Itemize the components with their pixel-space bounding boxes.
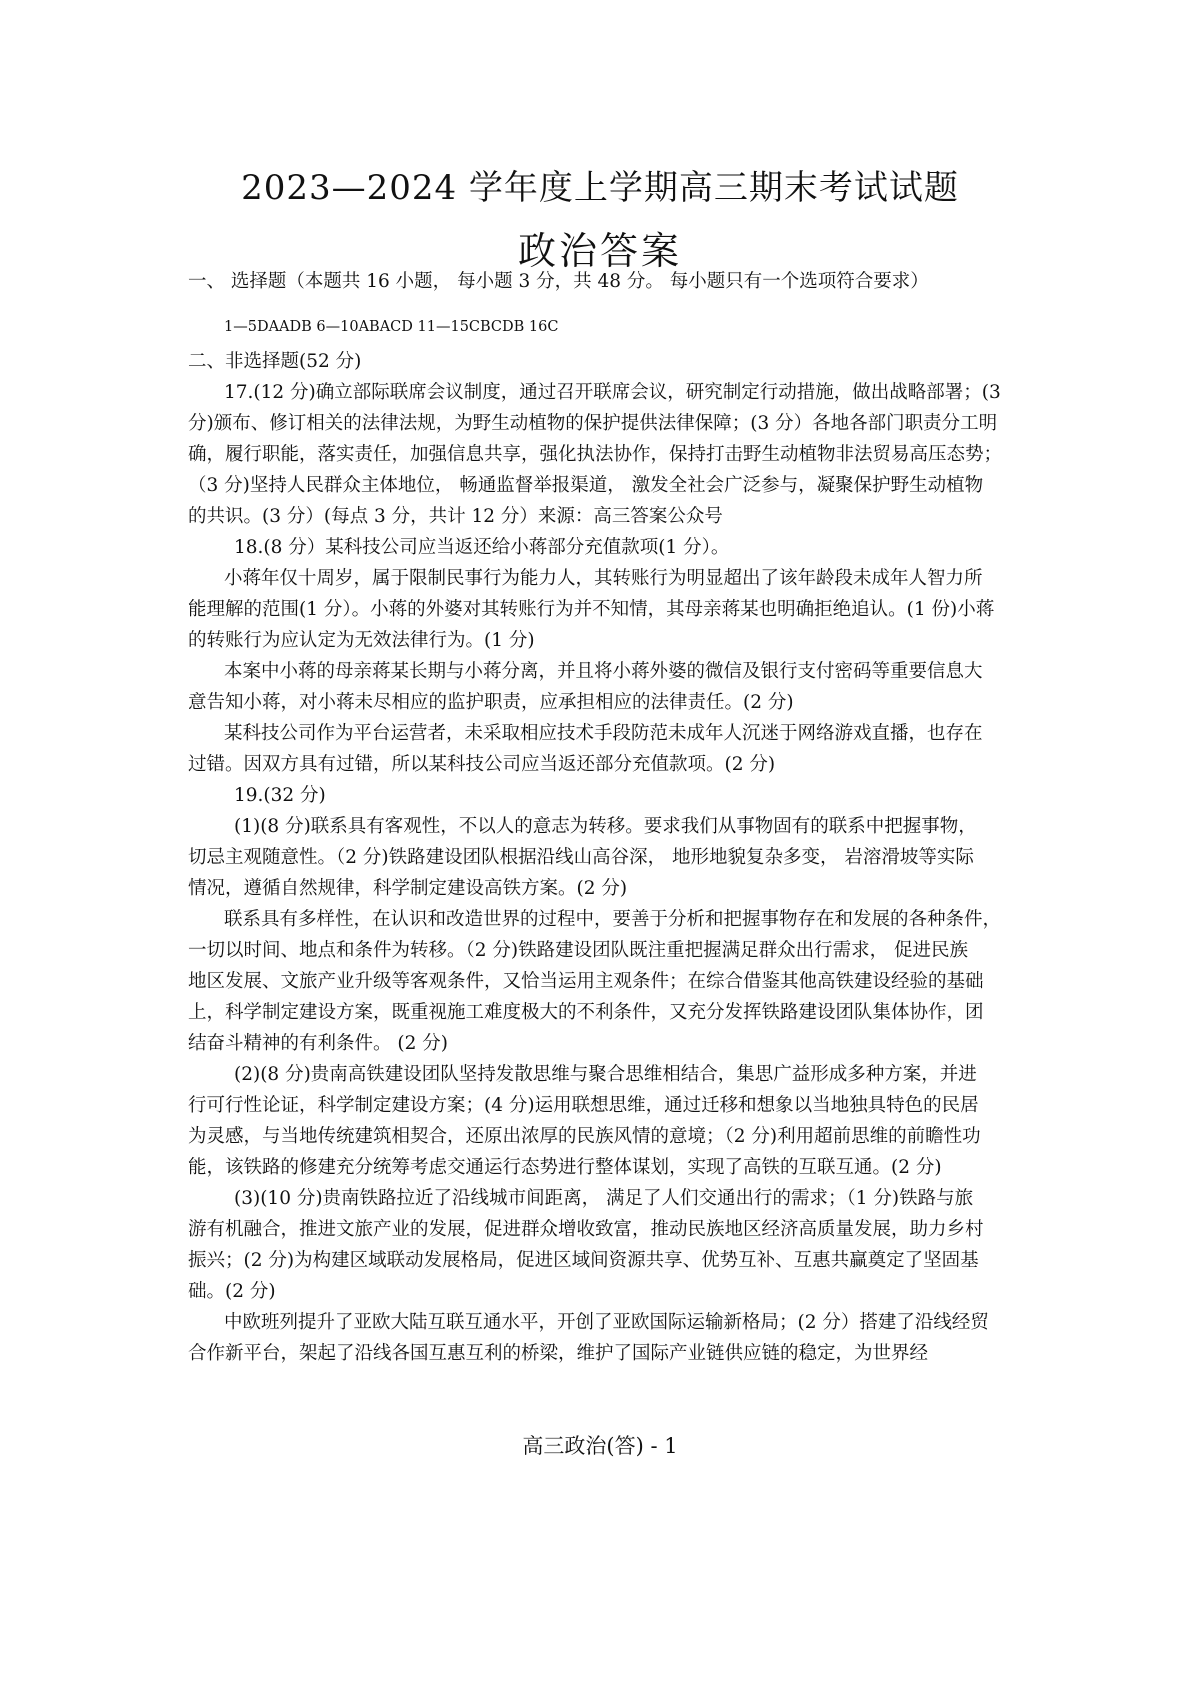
answer-line: 中欧班列提升了亚欧大陆互联互通水平，开创了亚欧国际运输新格局；(2 分）搭建了沿线经贸 [224, 1312, 989, 1333]
document-title: 2023—2024 学年度上学期高三期末考试试题 [241, 168, 959, 208]
answer-line: 小蒋年仅十周岁，属于限制民事行为能力人，其转账行为明显超出了该年龄段未成年人智力所 [224, 568, 983, 589]
section1-heading: 一、 选择题（本题共 16 小题， 每小题 3 分，共 48 分。 每小题只有一个选项符合要求） [188, 271, 929, 292]
answer-line: 切忌主观随意性。（2 分)铁路建设团队根据沿线山高谷深， 地形地貌复杂多变， 岩溶滑坡等实际 [188, 847, 974, 868]
answer-line: (2)(8 分)贵南高铁建设团队坚持发散思维与聚合思维相结合，集思广益形成多种方案，并进 [234, 1064, 977, 1085]
answer-line: （3 分)坚持人民群众主体地位， 畅通监督举报渠道， 激发全社会广泛参与，凝聚保护野生动植物 [188, 475, 984, 496]
answer-line: 为灵感，与当地传统建筑相契合，还原出浓厚的民族风情的意境；（2 分)利用超前思维的前瞻性功 [188, 1126, 981, 1147]
answer-line: 17.(12 分)确立部际联席会议制度，通过召开联席会议，研究制定行动措施，做出战略部署；(3 [224, 382, 1001, 403]
answer-line: 振兴；(2 分)为构建区域联动发展格局，促进区域间资源共享、优势互补、互惠共赢奠定了坚固基 [188, 1250, 979, 1271]
answer-line: 能理解的范围(1 分）。小蒋的外婆对其转账行为并不知情，其母亲蒋某也明确拒绝追认。(1 份)小蒋 [188, 599, 995, 620]
answer-line: 上，科学制定建设方案，既重视施工难度极大的不利条件，又充分发挥铁路建设团队集体协作，团 [188, 1002, 984, 1023]
answer-line: 19.(32 分) [234, 785, 326, 806]
answer-line: 结奋斗精神的有利条件。 (2 分) [188, 1033, 448, 1054]
answer-line: 18.(8 分）某科技公司应当返还给小蒋部分充值款项(1 分）。 [234, 537, 730, 558]
answer-line: 情况，遵循自然规律，科学制定建设高铁方案。(2 分) [188, 878, 628, 899]
answer-line: 能，该铁路的修建充分统筹考虑交通运行态势进行整体谋划，实现了高铁的互联互通。(2 分) [188, 1157, 942, 1178]
answer-line: 本案中小蒋的母亲蒋某长期与小蒋分离，并且将小蒋外婆的微信及银行支付密码等重要信息大 [224, 661, 983, 682]
answer-line: 过错。因双方具有过错，所以某科技公司应当返还部分充值款项。(2 分) [188, 754, 776, 775]
answer-line: 合作新平台，架起了沿线各国互惠互利的桥梁，维护了国际产业链供应链的稳定，为世界经 [188, 1343, 929, 1364]
document-subtitle: 政治答案 [517, 229, 682, 273]
answer-line: 意告知小蒋，对小蒋未尽相应的监护职责，应承担相应的法律责任。(2 分) [188, 692, 794, 713]
answer-line: (1)(8 分)联系具有客观性，不以人的意志为转移。要求我们从事物固有的联系中把握事物， [234, 816, 977, 837]
answer-line: 某科技公司作为平台运营者，未采取相应技术手段防范未成年人沉迷于网络游戏直播，也存在 [224, 723, 983, 744]
answer-line: 的转账行为应认定为无效法律行为。(1 分) [188, 630, 535, 651]
answer-line: 联系具有多样性，在认识和改造世界的过程中，要善于分析和把握事物存在和发展的各种条件， [224, 909, 1002, 930]
answer-line: 础。(2 分) [188, 1281, 276, 1302]
answer-line: 行可行性论证，科学制定建设方案；(4 分)运用联想思维，通过迁移和想象以当地独具特色的民居 [188, 1095, 979, 1116]
answer-line: 游有机融合，推进文旅产业的发展，促进群众增收致富，推动民族地区经济高质量发展，助力乡村 [188, 1219, 984, 1240]
answer-line: (3)(10 分)贵南铁路拉近了沿线城市间距离， 满足了人们交通出行的需求；（1 分)铁路与旅 [234, 1188, 974, 1209]
answer-line: 的共识。(3 分）(每点 3 分，共计 12 分）来源：高三答案公众号 [188, 506, 723, 527]
choice-answers: 1—5DAADB 6—10ABACD 11—15CBCDB 16C [224, 319, 559, 335]
answer-line: 一切以时间、地点和条件为转移。（2 分)铁路建设团队既注重把握满足群众出行需求， 促进民族 [188, 940, 969, 961]
answer-line: 确，履行职能，落实责任，加强信息共享，强化执法协作，保持打击野生动植物非法贸易高压态势； [188, 444, 1003, 465]
section2-heading: 二、非选择题(52 分) [188, 351, 362, 372]
answer-line: 分)颁布、修订相关的法律法规，为野生动植物的保护提供法律保障；(3 分）各地各部门职责分工明 [188, 413, 998, 434]
page-footer: 高三政治(答) - 1 [522, 1434, 678, 1458]
answer-line: 地区发展、文旅产业升级等客观条件，又恰当运用主观条件；在综合借鉴其他高铁建设经验的基础 [188, 971, 984, 992]
